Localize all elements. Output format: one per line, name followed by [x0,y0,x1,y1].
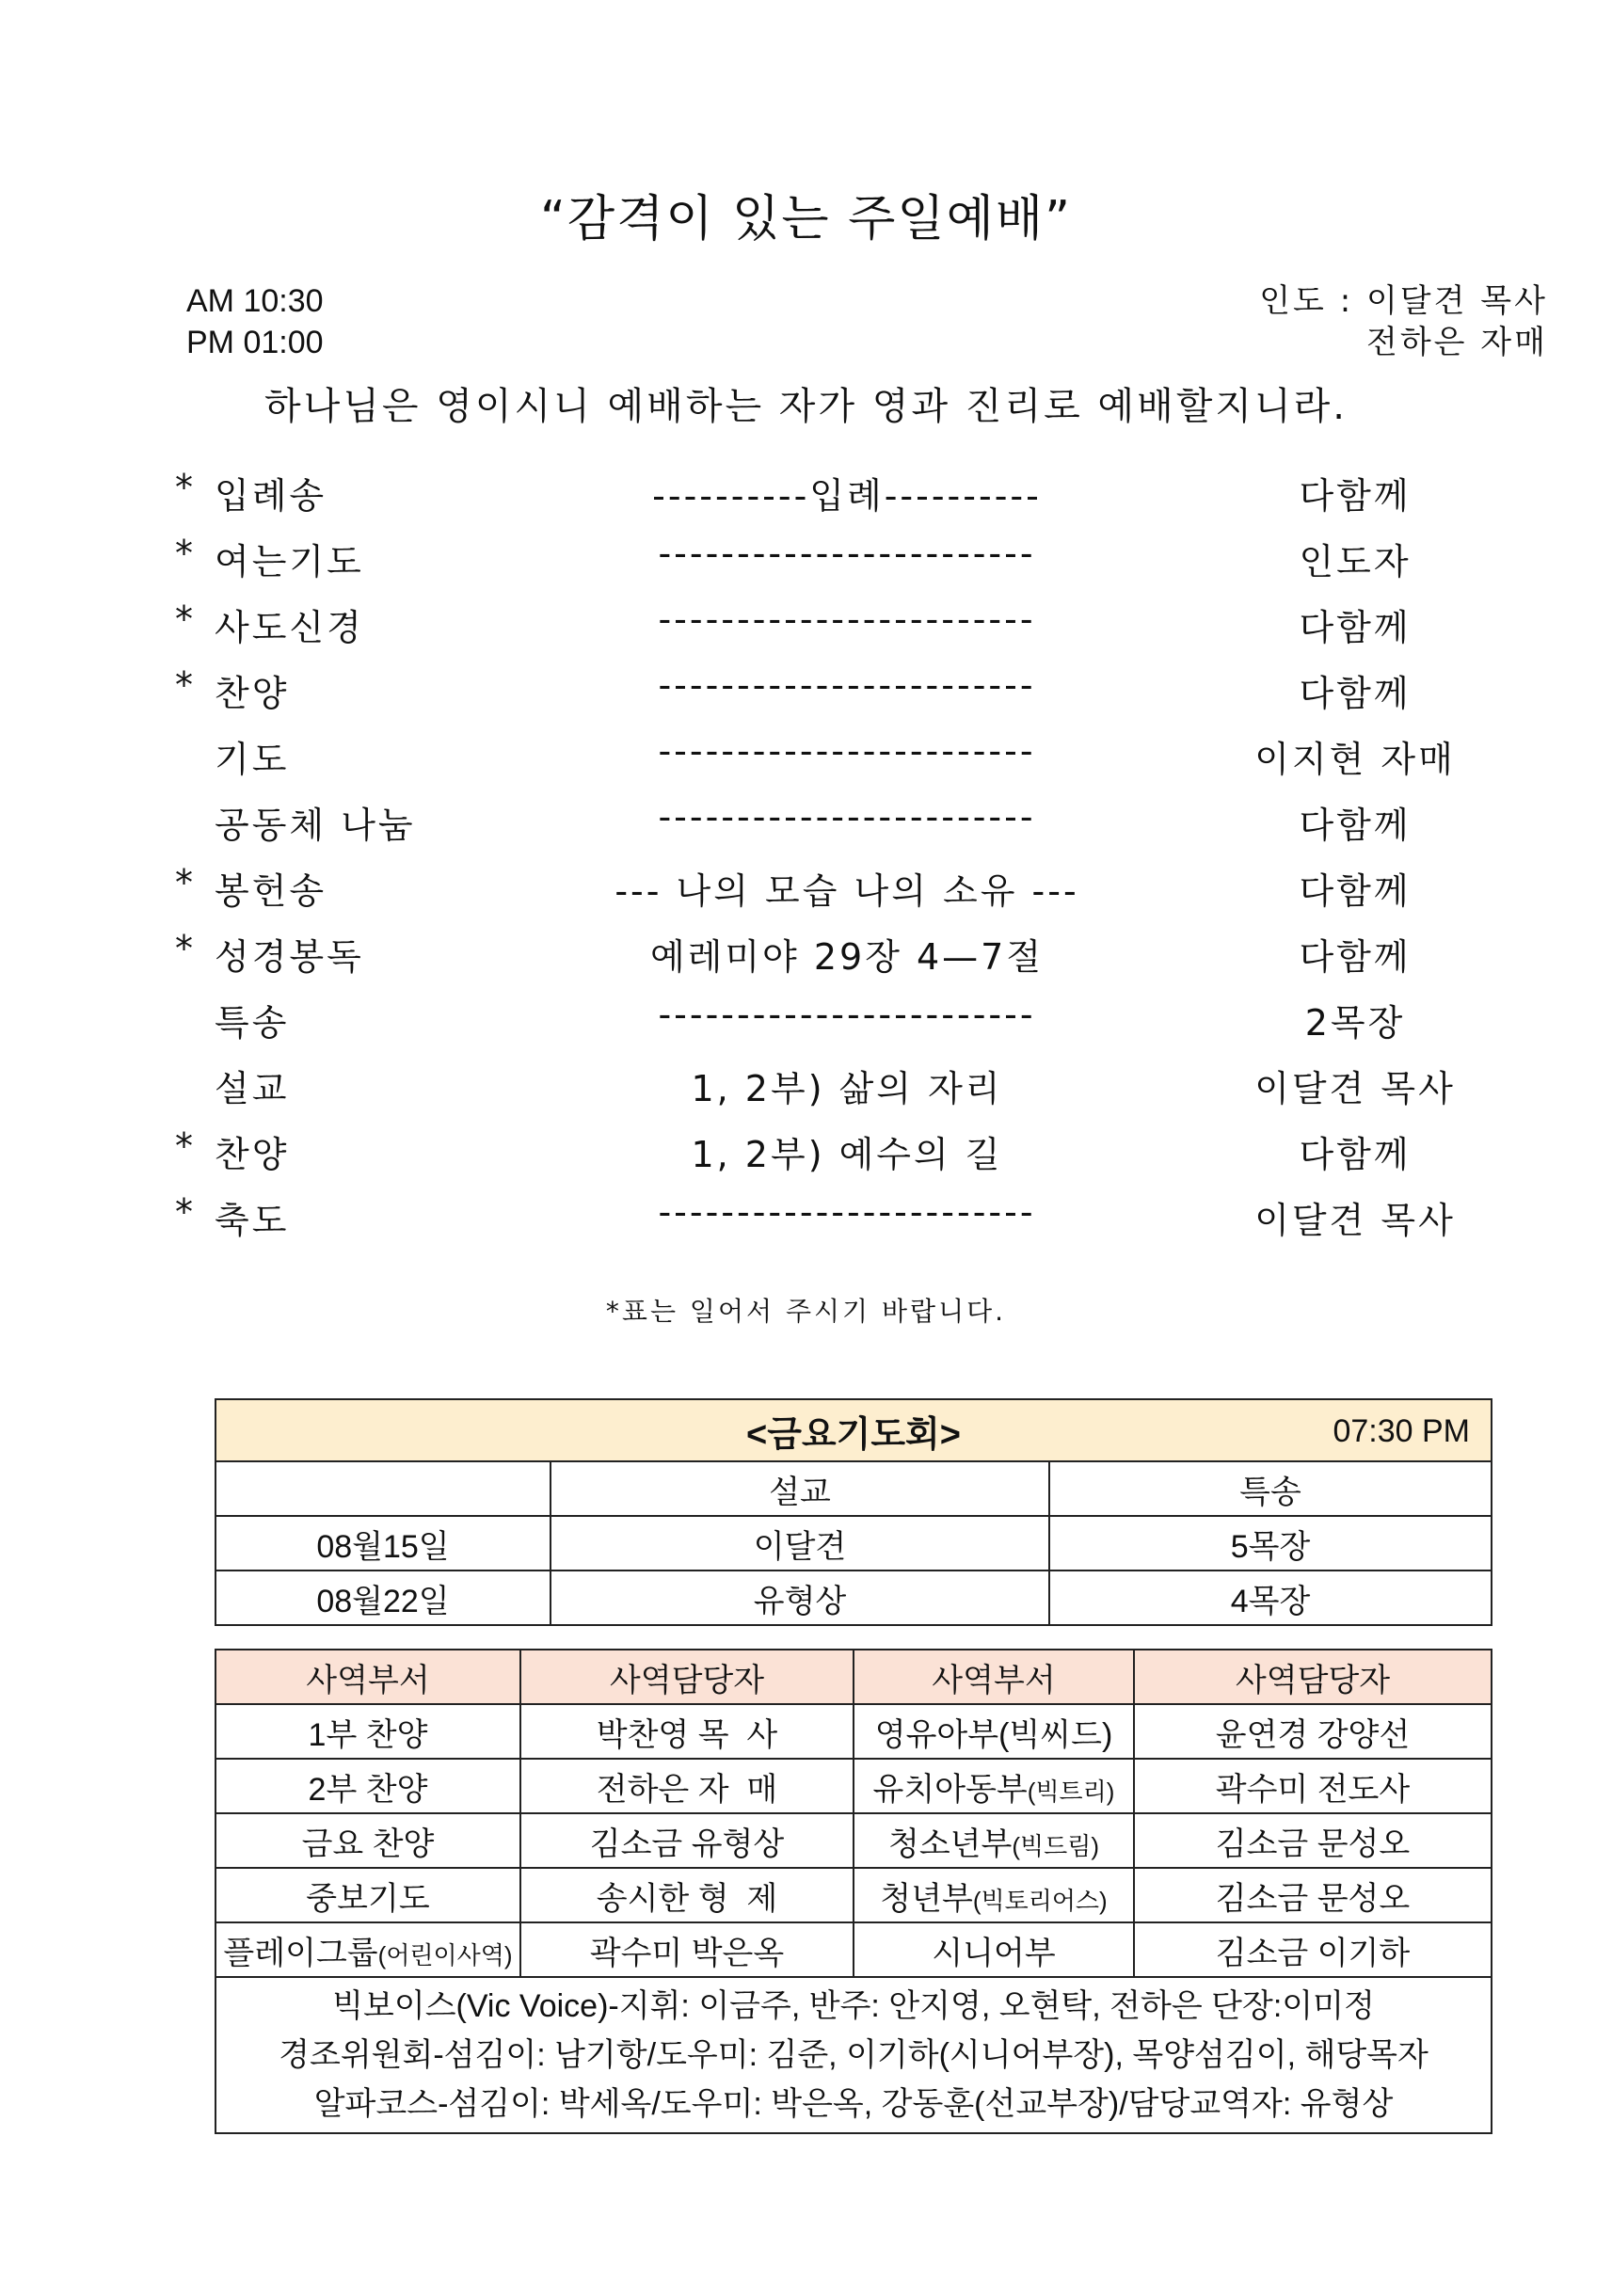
order-detail: --- 나의 모습 나의 소유 --- [614,870,1079,912]
staff: 김소금 유형상 [520,1813,854,1868]
order-item: 설교 [215,1068,290,1109]
department [215,1759,520,1813]
order-detail: ----------입례---------- [652,475,1042,517]
order-leader: 다함께 [1299,805,1412,846]
friday-title-cell [215,1399,1492,1461]
standing-note: *표는 일어서 주시기 바랍니다. [605,1296,1007,1327]
ministry-header-row [215,1650,1492,1704]
order-row [0,1125,1612,1191]
order-detail: ------------------------ [658,664,1036,706]
friday-header-row [215,1399,1492,1461]
order-leader: 다함께 [1299,870,1412,912]
col-department: 사역부서 [215,1650,520,1704]
table-row [215,1813,1492,1868]
scripture-verse: 하나님은 영이시니 예배하는 자가 영과 진리로 예배할지니라. [263,385,1348,428]
order-item: 여는기도 [215,541,364,582]
leader-pastor: 인도 : 이달견 목사 [1259,282,1548,320]
order-item: 봉헌송 [215,870,327,912]
department [215,1922,520,1977]
order-leader: 인도자 [1299,541,1412,582]
department-name: 1부 찬양 [308,1716,428,1753]
department-name: 플레이그룹 [223,1935,378,1971]
department-name: 시니어부 [932,1935,1056,1971]
department-sub: (빅트리) [1027,1777,1115,1806]
order-leader: 이지현 자매 [1254,739,1456,780]
order-row [0,598,1612,664]
department-sub: (빅드림) [1012,1831,1100,1860]
staff: 전하은 자 매 [520,1759,854,1813]
department [854,1868,1134,1922]
department [854,1759,1134,1813]
standing-mark: * [175,1191,196,1233]
standing-mark: * [175,928,196,969]
friday-col-special: 특송 [1049,1461,1492,1516]
department-sub: (어린이사역) [377,1940,513,1969]
order-detail: ------------------------ [658,796,1036,837]
department [215,1868,520,1922]
department [854,1704,1134,1759]
friday-special-song: 5목장 [1049,1516,1492,1571]
friday-special-song: 4목장 [1049,1571,1492,1625]
order-item: 기도 [215,739,290,780]
order-detail: 1, 2부) 삶의 자리 [691,1068,1003,1109]
standing-mark: * [175,533,196,574]
order-item: 공동체 나눔 [215,805,416,846]
order-leader: 다함께 [1299,936,1412,978]
col-staff: 사역담당자 [520,1650,854,1704]
footer-line-alpha: 알파코스-섬김이: 박세옥/도우미: 박은옥, 강동훈(선교부장)/담당교역자: 유형상 [313,2086,1394,2122]
order-row [0,796,1612,862]
department-name: 중보기도 [306,1880,430,1917]
page-title: “감격이 있는 주일예배” [539,191,1073,247]
leader-assistant: 전하은 자매 [1365,324,1548,361]
staff: 김소금 문성오 [1134,1813,1492,1868]
standing-mark: * [175,467,196,508]
table-row [215,1571,1492,1625]
friday-time: 07:30 PM [1333,1413,1470,1449]
order-leader: 다함께 [1299,673,1412,714]
friday-preacher: 이달견 [551,1516,1049,1571]
order-row [0,664,1612,730]
order-item: 입례송 [215,475,327,517]
order-row [0,928,1612,994]
standing-mark: * [175,598,196,640]
friday-col-date [215,1461,551,1516]
department-sub: (빅토리어스) [972,1886,1108,1915]
order-row [0,467,1612,533]
order-detail: ------------------------ [658,598,1036,640]
order-leader: 다함께 [1299,607,1412,648]
department-name: 청소년부 [887,1826,1013,1862]
service-time-pm: PM 01:00 [186,325,324,360]
order-detail: ------------------------ [658,533,1036,574]
order-leader: 다함께 [1299,475,1412,517]
staff: 곽수미 박은옥 [520,1922,854,1977]
order-detail: 예레미야 29장 4—7절 [649,936,1045,978]
friday-title: <금요기도회> [746,1414,961,1455]
staff: 곽수미 전도사 [1134,1759,1492,1813]
department-name: 청년부 [880,1880,973,1917]
friday-preacher: 유형상 [551,1571,1049,1625]
order-detail: ------------------------ [658,730,1036,772]
ministry-table [215,1649,1492,2134]
standing-mark: * [175,862,196,903]
ministry-footer-row [215,1977,1492,2133]
department-name: 유치아동부 [872,1771,1028,1808]
friday-date: 08월22일 [215,1571,551,1625]
order-detail: 1, 2부) 예수의 길 [691,1134,1003,1175]
order-leader: 2목장 [1304,1002,1406,1044]
department-name: 금요 찬양 [301,1826,435,1862]
order-leader: 이달견 목사 [1254,1068,1456,1109]
order-row [0,1060,1612,1125]
department [854,1922,1134,1977]
order-leader: 이달견 목사 [1254,1200,1456,1241]
service-times [186,280,324,363]
service-leaders [1259,280,1548,363]
department [215,1813,520,1868]
order-row [0,533,1612,598]
table-row [215,1922,1492,1977]
table-row [215,1704,1492,1759]
footer-line-choir: 빅보이스(Vic Voice)-지휘: 이금주, 반주: 안지영, 오현탁, 전하은 단장:이미정 [332,1988,1375,2024]
order-row [0,730,1612,796]
order-item: 찬양 [215,673,290,714]
friday-col-sermon: 설교 [551,1461,1049,1516]
staff: 윤연경 강양선 [1134,1704,1492,1759]
order-item: 특송 [215,1002,290,1044]
department [215,1704,520,1759]
table-row [215,1759,1492,1813]
department-name: 2부 찬양 [308,1771,428,1808]
order-item: 성경봉독 [215,936,364,978]
col-department: 사역부서 [854,1650,1134,1704]
footer-line-condolence: 경조위원회-섬김이: 남기항/도우미: 김준, 이기하(시니어부장), 목양섬김이, 해당목자 [279,2037,1428,2073]
order-row [0,862,1612,928]
order-row [0,1191,1612,1257]
order-item: 찬양 [215,1134,290,1175]
ministry-footer [215,1977,1492,2133]
col-staff: 사역담당자 [1134,1650,1492,1704]
standing-mark: * [175,1125,196,1167]
staff: 송시한 형 제 [520,1868,854,1922]
staff: 김소금 문성오 [1134,1868,1492,1922]
order-detail: ------------------------ [658,1191,1036,1233]
service-time-am: AM 10:30 [186,283,324,319]
order-item: 축도 [215,1200,290,1241]
order-row [0,994,1612,1060]
standing-mark: * [175,664,196,706]
staff: 박찬영 목 사 [520,1704,854,1759]
order-leader: 다함께 [1299,1134,1412,1175]
friday-prayer-table [215,1398,1492,1626]
staff: 김소금 이기하 [1134,1922,1492,1977]
friday-column-headers [215,1461,1492,1516]
department-name: 영유아부(빅씨드) [874,1716,1113,1753]
table-row [215,1516,1492,1571]
order-detail: ------------------------ [658,994,1036,1035]
friday-date: 08월15일 [215,1516,551,1571]
order-item: 사도신경 [215,607,364,648]
table-row [215,1868,1492,1922]
department [854,1813,1134,1868]
